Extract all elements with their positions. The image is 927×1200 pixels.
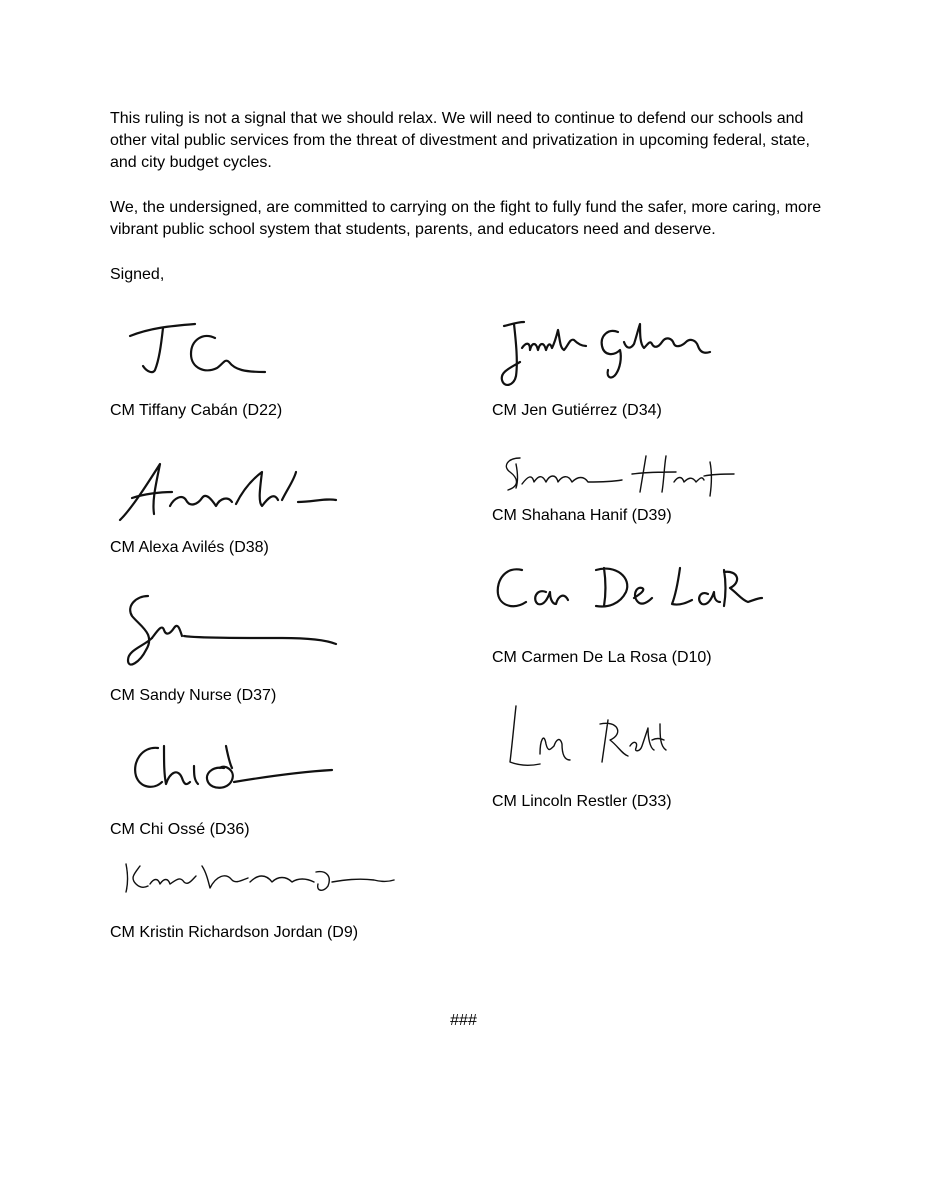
signatory-aviles: CM Alexa Avilés (D38) bbox=[110, 539, 269, 556]
signature-aviles bbox=[112, 458, 342, 528]
signatory-nurse: CM Sandy Nurse (D37) bbox=[110, 687, 277, 704]
signatory-delarosa: CM Carmen De La Rosa (D10) bbox=[492, 649, 712, 666]
signatory-osse: CM Chi Ossé (D36) bbox=[110, 821, 250, 838]
end-mark: ### bbox=[450, 1012, 477, 1029]
signature-hanif bbox=[498, 452, 738, 498]
signatory-gutierrez: CM Jen Gutiérrez (D34) bbox=[492, 402, 662, 419]
closing-signed: Signed, bbox=[110, 266, 165, 283]
signature-nurse bbox=[122, 590, 342, 672]
signature-gutierrez bbox=[498, 318, 718, 390]
signature-jordan bbox=[118, 858, 398, 898]
signature-restler bbox=[500, 700, 670, 776]
paragraph-relax: This ruling is not a signal that we should relax. We will need to continue to defend our schools and other vital public services from the threat of divestment and privatization in upcoming federal, state, and city budget cycles. bbox=[110, 110, 810, 171]
signature-osse bbox=[128, 738, 338, 798]
signatory-jordan: CM Kristin Richardson Jordan (D9) bbox=[110, 924, 359, 941]
signature-delarosa bbox=[492, 560, 762, 618]
signatory-restler: CM Lincoln Restler (D33) bbox=[492, 793, 672, 810]
paragraph-commitment: We, the undersigned, are committed to carrying on the fight to fully fund the safer, more caring, more vibrant public school system that students, parents, and educators need and deserve. bbox=[110, 199, 822, 238]
signatory-caban: CM Tiffany Cabán (D22) bbox=[110, 402, 283, 419]
signatory-hanif: CM Shahana Hanif (D39) bbox=[492, 507, 672, 524]
signature-caban bbox=[125, 318, 275, 388]
